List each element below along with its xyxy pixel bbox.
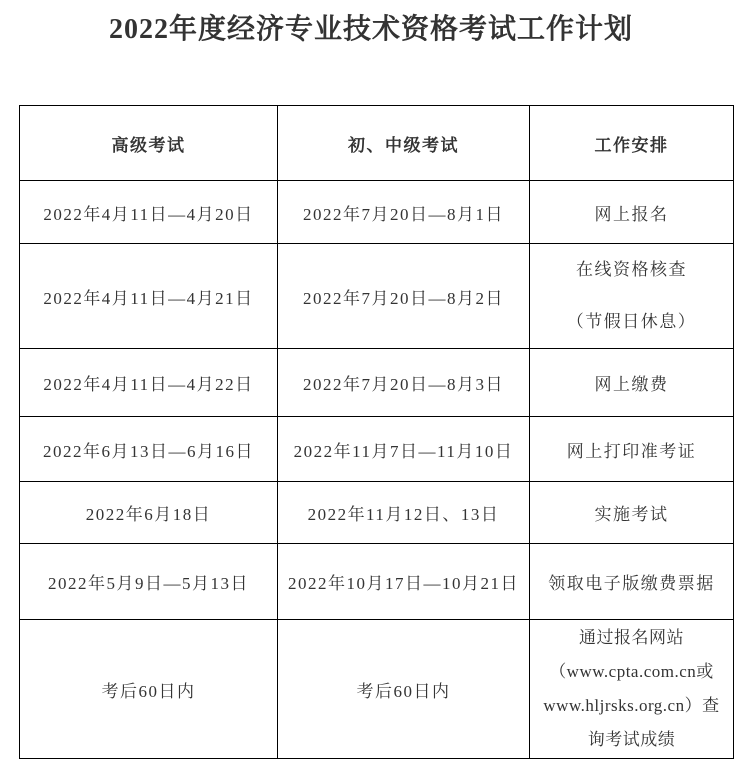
- table-row: [20, 482, 734, 544]
- work-arrangement: 实施考试: [530, 482, 734, 544]
- junior-exam-dates: 2022年11月7日—11月10日: [278, 417, 530, 482]
- work-arrangement-line: 询考试成绩: [587, 730, 676, 749]
- junior-exam-dates: 2022年7月20日—8月3日: [278, 349, 530, 417]
- table-row: [20, 244, 734, 349]
- junior-exam-dates: 2022年10月17日—10月21日: [278, 544, 530, 620]
- junior-exam-dates: 2022年11月12日、13日: [278, 482, 530, 544]
- senior-exam-dates: 2022年6月13日—6月16日: [20, 417, 278, 482]
- work-arrangement: 网上打印准考证: [530, 417, 734, 482]
- work-arrangement: 网上报名: [530, 181, 734, 244]
- senior-exam-dates: 2022年4月11日—4月21日: [20, 244, 278, 349]
- exam-schedule-table: [19, 105, 734, 759]
- table-row: [20, 620, 734, 759]
- work-arrangement-line: www.hljrsks.org.cn）查: [543, 696, 720, 715]
- page-title: 2022年度经济专业技术资格考试工作计划: [108, 14, 633, 45]
- table-header-row: [20, 106, 734, 181]
- table-row: [20, 349, 734, 417]
- senior-exam-dates: 2022年5月9日—5月13日: [20, 544, 278, 620]
- table-row: [20, 417, 734, 482]
- work-arrangement: 网上缴费: [530, 349, 734, 417]
- senior-exam-dates: 2022年6月18日: [20, 482, 278, 544]
- senior-exam-dates: 2022年4月11日—4月20日: [20, 181, 278, 244]
- work-arrangement-line: 通过报名网站: [579, 628, 684, 647]
- work-arrangement: [530, 620, 734, 759]
- senior-exam-dates: 2022年4月11日—4月22日: [20, 349, 278, 417]
- table-row: [20, 544, 734, 620]
- work-arrangement: [530, 244, 734, 349]
- column-header-junior-intermediate-exam: 初、中级考试: [278, 106, 530, 181]
- work-arrangement-line: （www.cpta.com.cn或: [549, 662, 714, 681]
- junior-exam-dates: 考后60日内: [278, 620, 530, 759]
- junior-exam-dates: 2022年7月20日—8月1日: [278, 181, 530, 244]
- junior-exam-dates: 2022年7月20日—8月2日: [278, 244, 530, 349]
- work-arrangement-line: 在线资格核查: [576, 260, 687, 279]
- table-row: [20, 181, 734, 244]
- column-header-senior-exam: 高级考试: [20, 106, 278, 181]
- work-arrangement: 领取电子版缴费票据: [530, 544, 734, 620]
- column-header-work-arrangement: 工作安排: [530, 106, 734, 181]
- work-arrangement-line: （节假日休息）: [566, 312, 697, 331]
- senior-exam-dates: 考后60日内: [20, 620, 278, 759]
